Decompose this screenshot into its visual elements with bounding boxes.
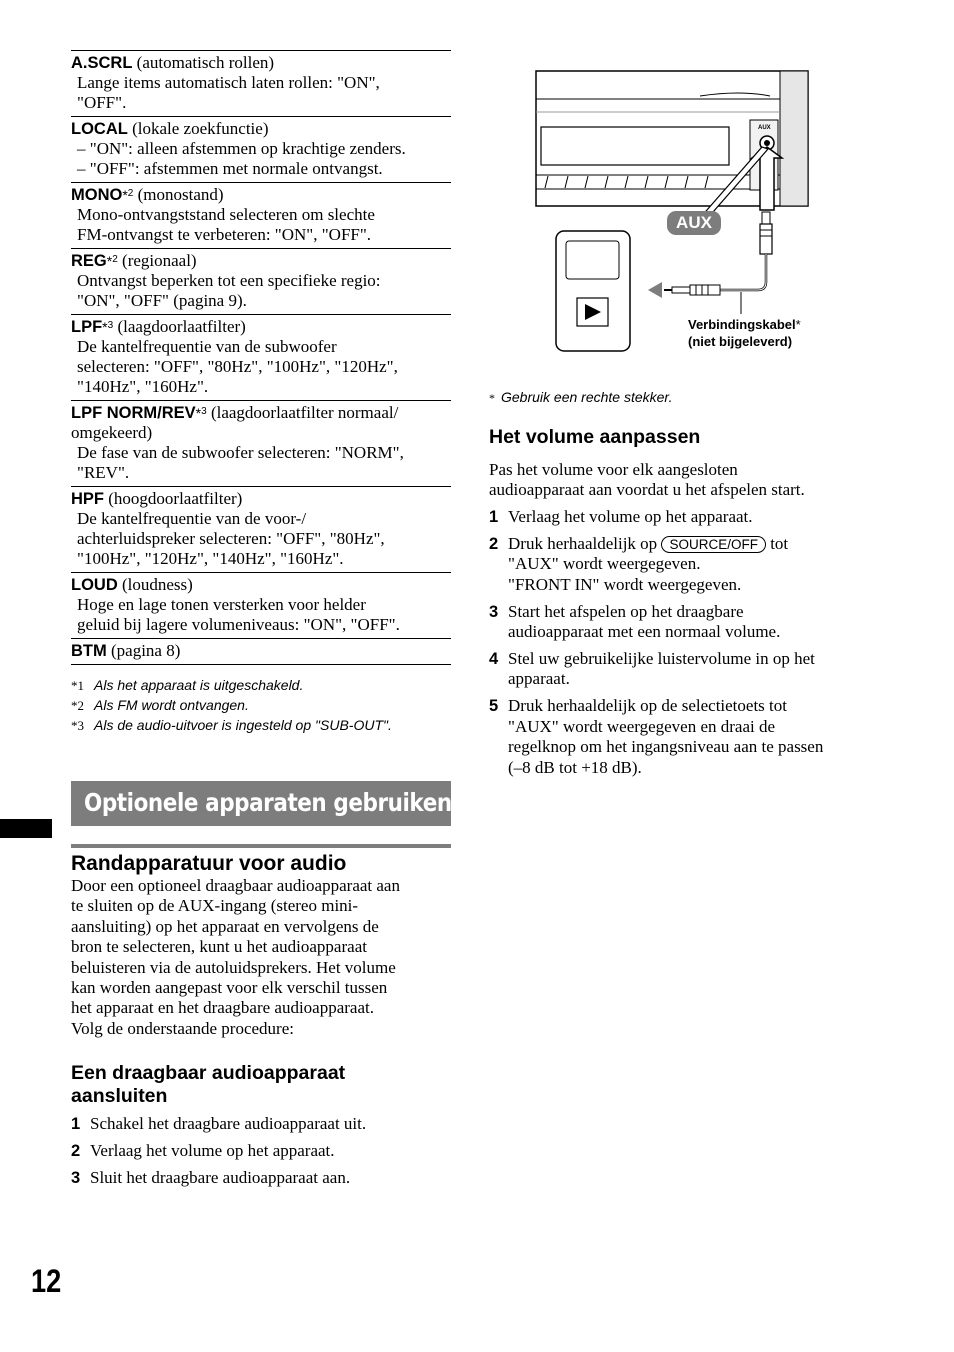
heading-rule [71, 844, 451, 848]
setting-term: LPF NORM/REV [71, 404, 196, 422]
setting-body-line: Ontvangst beperken tot een specifieke regio: [77, 271, 381, 290]
step-text: apparaat. [508, 669, 570, 689]
setting-desc: (pagina 8) [111, 641, 181, 660]
steps-list [71, 1114, 451, 1188]
setting-body-line: "140Hz", "160Hz". [77, 377, 209, 396]
portable-plug-icon [648, 282, 720, 298]
aux-badge: AUX [667, 211, 721, 235]
setting-body [71, 443, 451, 483]
setting-body-line: Mono-ontvangststand selecteren om slechte [77, 205, 375, 224]
step-item [489, 696, 879, 778]
setting-entry [71, 486, 451, 572]
settings-list [71, 50, 451, 736]
setting-body-line: Lange items automatisch laten rollen: "ON", [77, 73, 380, 92]
cable-label-line: (niet bijgeleverd) [688, 334, 793, 349]
step-text-pre: Druk herhaaldelijk op [508, 533, 658, 553]
paragraph-line: aansluiting) op het apparaat en vervolgens de [71, 916, 379, 936]
footnotes [71, 676, 451, 736]
note-text: Gebruik een rechte stekker. [501, 389, 673, 405]
setting-head [71, 119, 451, 139]
step-item [71, 1114, 451, 1134]
setting-desc: (lokale zoekfunctie) [132, 119, 269, 138]
step-text [508, 534, 879, 554]
source-off-button-label: SOURCE/OFF [661, 536, 766, 553]
footnote-mark: *2 [71, 698, 84, 713]
step-number: 2 [489, 534, 499, 553]
footnote-ref-number: 3 [201, 406, 207, 417]
setting-body [71, 73, 451, 113]
setting-head [71, 489, 451, 509]
step-text: Sluit het draagbare audioapparaat aan. [90, 1168, 351, 1187]
section-banner-title: Optionele apparaten gebruiken [84, 788, 452, 817]
setting-desc: (regionaal) [122, 251, 197, 270]
section-paragraph [71, 876, 451, 1039]
setting-term: BTM [71, 642, 107, 660]
step-text: regelknop om het ingangsniveau aan te passen [508, 737, 824, 757]
step-number: 3 [71, 1169, 81, 1187]
step-text: Druk herhaaldelijk op de selectietoets tot [508, 696, 787, 716]
step-text-post: tot [770, 533, 789, 553]
randapparatuur-section [71, 852, 451, 1039]
step-number: 4 [489, 650, 499, 669]
step-item [489, 534, 879, 595]
paragraph-line: Volg de onderstaande procedure: [71, 1018, 294, 1038]
setting-term: MONO [71, 186, 123, 204]
setting-term: HPF [71, 490, 104, 508]
step-number: 5 [489, 697, 499, 716]
step-text: (–8 dB tot +18 dB). [508, 757, 642, 777]
setting-entry [71, 50, 451, 116]
setting-head [71, 403, 451, 423]
setting-term: A.SCRL [71, 54, 133, 72]
setting-body-line: – "ON": alleen afstemmen op krachtige zenders. [77, 139, 406, 158]
setting-entry [71, 638, 451, 665]
setting-body [71, 509, 451, 569]
cable-label [688, 316, 801, 350]
plug-note [489, 387, 672, 409]
setting-body-line: – "OFF": afstemmen met normale ontvangst. [77, 159, 383, 178]
footnote-mark: *3 [71, 718, 84, 733]
cable-label-star: * [795, 317, 801, 332]
setting-body [71, 139, 451, 179]
step-item [489, 602, 879, 643]
setting-body-line: "REV". [77, 463, 130, 482]
paragraph-line: kan worden aangepast voor elk verschil tussen [71, 978, 388, 998]
cable-label-text: Verbindingskabel [688, 317, 796, 332]
setting-body [71, 595, 451, 635]
footnote-ref-number: 2 [112, 254, 118, 265]
footnote-text: Als FM wordt ontvangen. [94, 697, 249, 713]
setting-desc: (automatisch rollen) [136, 53, 275, 72]
footnote [71, 676, 451, 696]
cable-plug-icon [720, 212, 772, 290]
footnote-ref: *$^3$ [102, 319, 114, 335]
step-text: Verlaag het volume op het apparaat. [90, 1141, 335, 1160]
portable-audio-player-illustration [556, 231, 630, 351]
setting-head [71, 251, 451, 271]
step-item [489, 649, 879, 690]
setting-body [71, 205, 451, 245]
setting-desc: (monostand) [137, 185, 224, 204]
paragraph-line: Pas het volume voor elk aangesloten [489, 460, 738, 479]
paragraph-line: het apparaat en het draagbare audioapparaat. [71, 998, 374, 1018]
cable-label-line [688, 316, 801, 333]
heading-line: Een draagbaar audioapparaat [71, 1062, 346, 1084]
setting-desc: (hoogdoorlaatfilter) [108, 489, 243, 508]
setting-body-line: De kantelfrequentie van de subwoofer [77, 337, 337, 356]
footnote-ref-number: 2 [127, 188, 134, 199]
setting-body-line: FM-ontvangst te verbeteren: "ON", "OFF". [77, 225, 372, 244]
setting-head [71, 641, 451, 661]
footnote-ref: *$^2$ [122, 187, 134, 203]
paragraph-line: beluisteren via de autoluidsprekers. Het volume [71, 957, 396, 977]
chapter-tab-marker [0, 819, 52, 838]
subsection-heading [71, 1062, 451, 1108]
setting-desc: (laagdoorlaatfilter) [117, 317, 246, 336]
setting-head [71, 317, 451, 337]
setting-desc: (laagdoorlaatfilter normaal/ [210, 403, 399, 422]
setting-body-line: "ON", "OFF" (pagina 9). [77, 291, 247, 310]
setting-body-line: "OFF". [77, 93, 127, 112]
setting-body [71, 337, 451, 397]
setting-entry [71, 116, 451, 182]
step-text: Start het afspelen op het draagbare [508, 601, 744, 621]
paragraph-line: audioapparaat aan voordat u het afspelen start. [489, 480, 805, 500]
setting-body-line: geluid bij lagere volumeniveaus: "ON", "OFF". [77, 615, 400, 634]
setting-body-line: achterluidspreker selecteren: "OFF", "80Hz", [77, 529, 385, 548]
step-number: 1 [489, 507, 499, 526]
step-text: "AUX" wordt weergegeven. [508, 554, 701, 574]
aux-jack-label: AUX [758, 125, 771, 131]
step-item [71, 1141, 451, 1161]
setting-body-line: selecteren: "OFF", "80Hz", "100Hz", "120Hz", [77, 357, 398, 376]
setting-body-line: De kantelfrequentie van de voor-/ [77, 509, 307, 528]
footnote-ref: *$^2$ [106, 253, 118, 269]
paragraph-line: Door een optioneel draagbaar audioapparaat aan [71, 876, 400, 895]
setting-entry [71, 314, 451, 400]
setting-body-line: Hoge en lage tonen versterken voor helder [77, 595, 366, 614]
step-text: Stel uw gebruikelijke luistervolume in op het [508, 649, 815, 669]
footnote-text: Als het apparaat is uitgeschakeld. [94, 677, 304, 693]
setting-desc: (loudness) [122, 575, 193, 594]
volume-section [489, 426, 879, 785]
setting-desc-cont: omgekeerd) [71, 423, 153, 442]
setting-head [71, 53, 451, 73]
step-item [489, 507, 879, 527]
setting-entry [71, 248, 451, 314]
step-number: 3 [489, 602, 499, 621]
step-item [71, 1168, 451, 1188]
setting-term: LOCAL [71, 120, 128, 138]
setting-body [71, 271, 451, 311]
page-number: 12 [31, 1263, 62, 1299]
setting-entry [71, 182, 451, 248]
setting-term: LPF [71, 318, 103, 336]
setting-body-line: "100Hz", "120Hz", "140Hz", "160Hz". [77, 549, 344, 568]
setting-body-line: De fase van de subwoofer selecteren: "NORM", [77, 443, 404, 462]
step-text: Verlaag het volume op het apparaat. [508, 506, 753, 526]
volume-steps-list [489, 507, 879, 778]
paragraph-line: te sluiten op de AUX-ingang (stereo mini- [71, 896, 359, 916]
footnote-mark: *1 [71, 678, 84, 693]
aansluiten-section [71, 1062, 451, 1195]
step-text: "AUX" wordt weergegeven en draai de [508, 716, 776, 736]
subsection-heading: Het volume aanpassen [489, 426, 701, 448]
footnote [71, 716, 451, 736]
paragraph-line: bron te selecteren, kunt u het audioapparaat [71, 937, 367, 957]
footnote-ref: *$^3$ [195, 405, 207, 421]
heading-line: aansluiten [71, 1085, 168, 1107]
footnote-ref-number: 3 [107, 320, 114, 331]
step-number: 1 [71, 1115, 81, 1133]
setting-head [71, 575, 451, 595]
setting-term: LOUD [71, 576, 118, 594]
step-text: audioapparaat met een normaal volume. [508, 622, 781, 642]
section-banner [71, 781, 451, 826]
step-number: 2 [71, 1142, 81, 1160]
section-heading: Randapparatuur voor audio [71, 852, 347, 875]
setting-entry [71, 400, 451, 486]
step-text: Schakel het draagbare audioapparaat uit. [90, 1114, 367, 1133]
setting-term: REG [71, 252, 107, 270]
setting-head [71, 185, 451, 205]
note-mark: * [489, 391, 495, 405]
footnote [71, 696, 451, 716]
setting-entry [71, 572, 451, 638]
step-text: "FRONT IN" wordt weergegeven. [508, 574, 742, 594]
footnote-text: Als de audio-uitvoer is ingesteld op "SUB-OUT". [94, 717, 392, 733]
volume-intro [489, 460, 879, 501]
